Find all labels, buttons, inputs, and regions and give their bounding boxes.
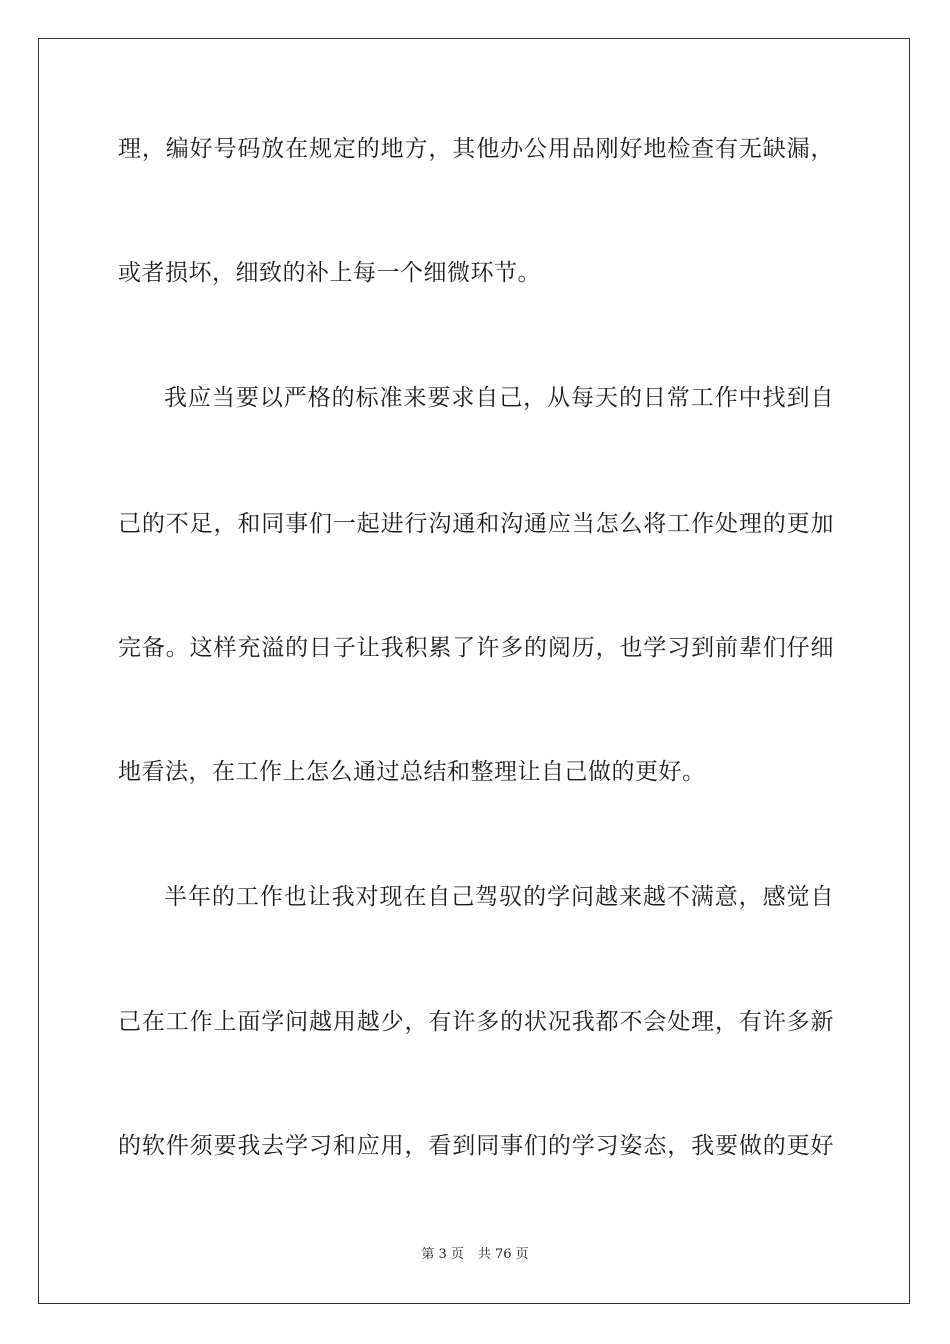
paragraph-line-3: 我应当要以严格的标准来要求自己，从每天的日常工作中找到自 [164,385,834,411]
paragraph-line-2: 或者损坏，细致的补上每一个细微环节。 [118,260,541,286]
page-number: 第 3 页 [421,1247,464,1262]
paragraph-line-5: 完备。这样充溢的日子让我积累了许多的阅历，也学习到前辈们仔细 [118,635,834,661]
paragraph-line-9: 的软件须要我去学习和应用，看到同事们的学习姿态，我要做的更好 [118,1133,834,1159]
paragraph-line-4: 己的不足，和同事们一起进行沟通和沟通应当怎么将工作处理的更加 [118,511,834,537]
page-border [38,38,910,1304]
paragraph-line-1: 理，编好号码放在规定的地方，其他办公用品刚好地检查有无缺漏， [118,136,834,162]
paragraph-line-8: 己在工作上面学问越用越少，有许多的状况我都不会处理，有许多新 [118,1009,834,1035]
page-footer [0,1246,950,1264]
page-total: 共 76 页 [477,1247,529,1262]
paragraph-line-7: 半年的工作也让我对现在自己驾驭的学问越来越不满意，感觉自 [164,884,834,910]
paragraph-line-6: 地看法，在工作上怎么通过总结和整理让自己做的更好。 [118,759,706,785]
